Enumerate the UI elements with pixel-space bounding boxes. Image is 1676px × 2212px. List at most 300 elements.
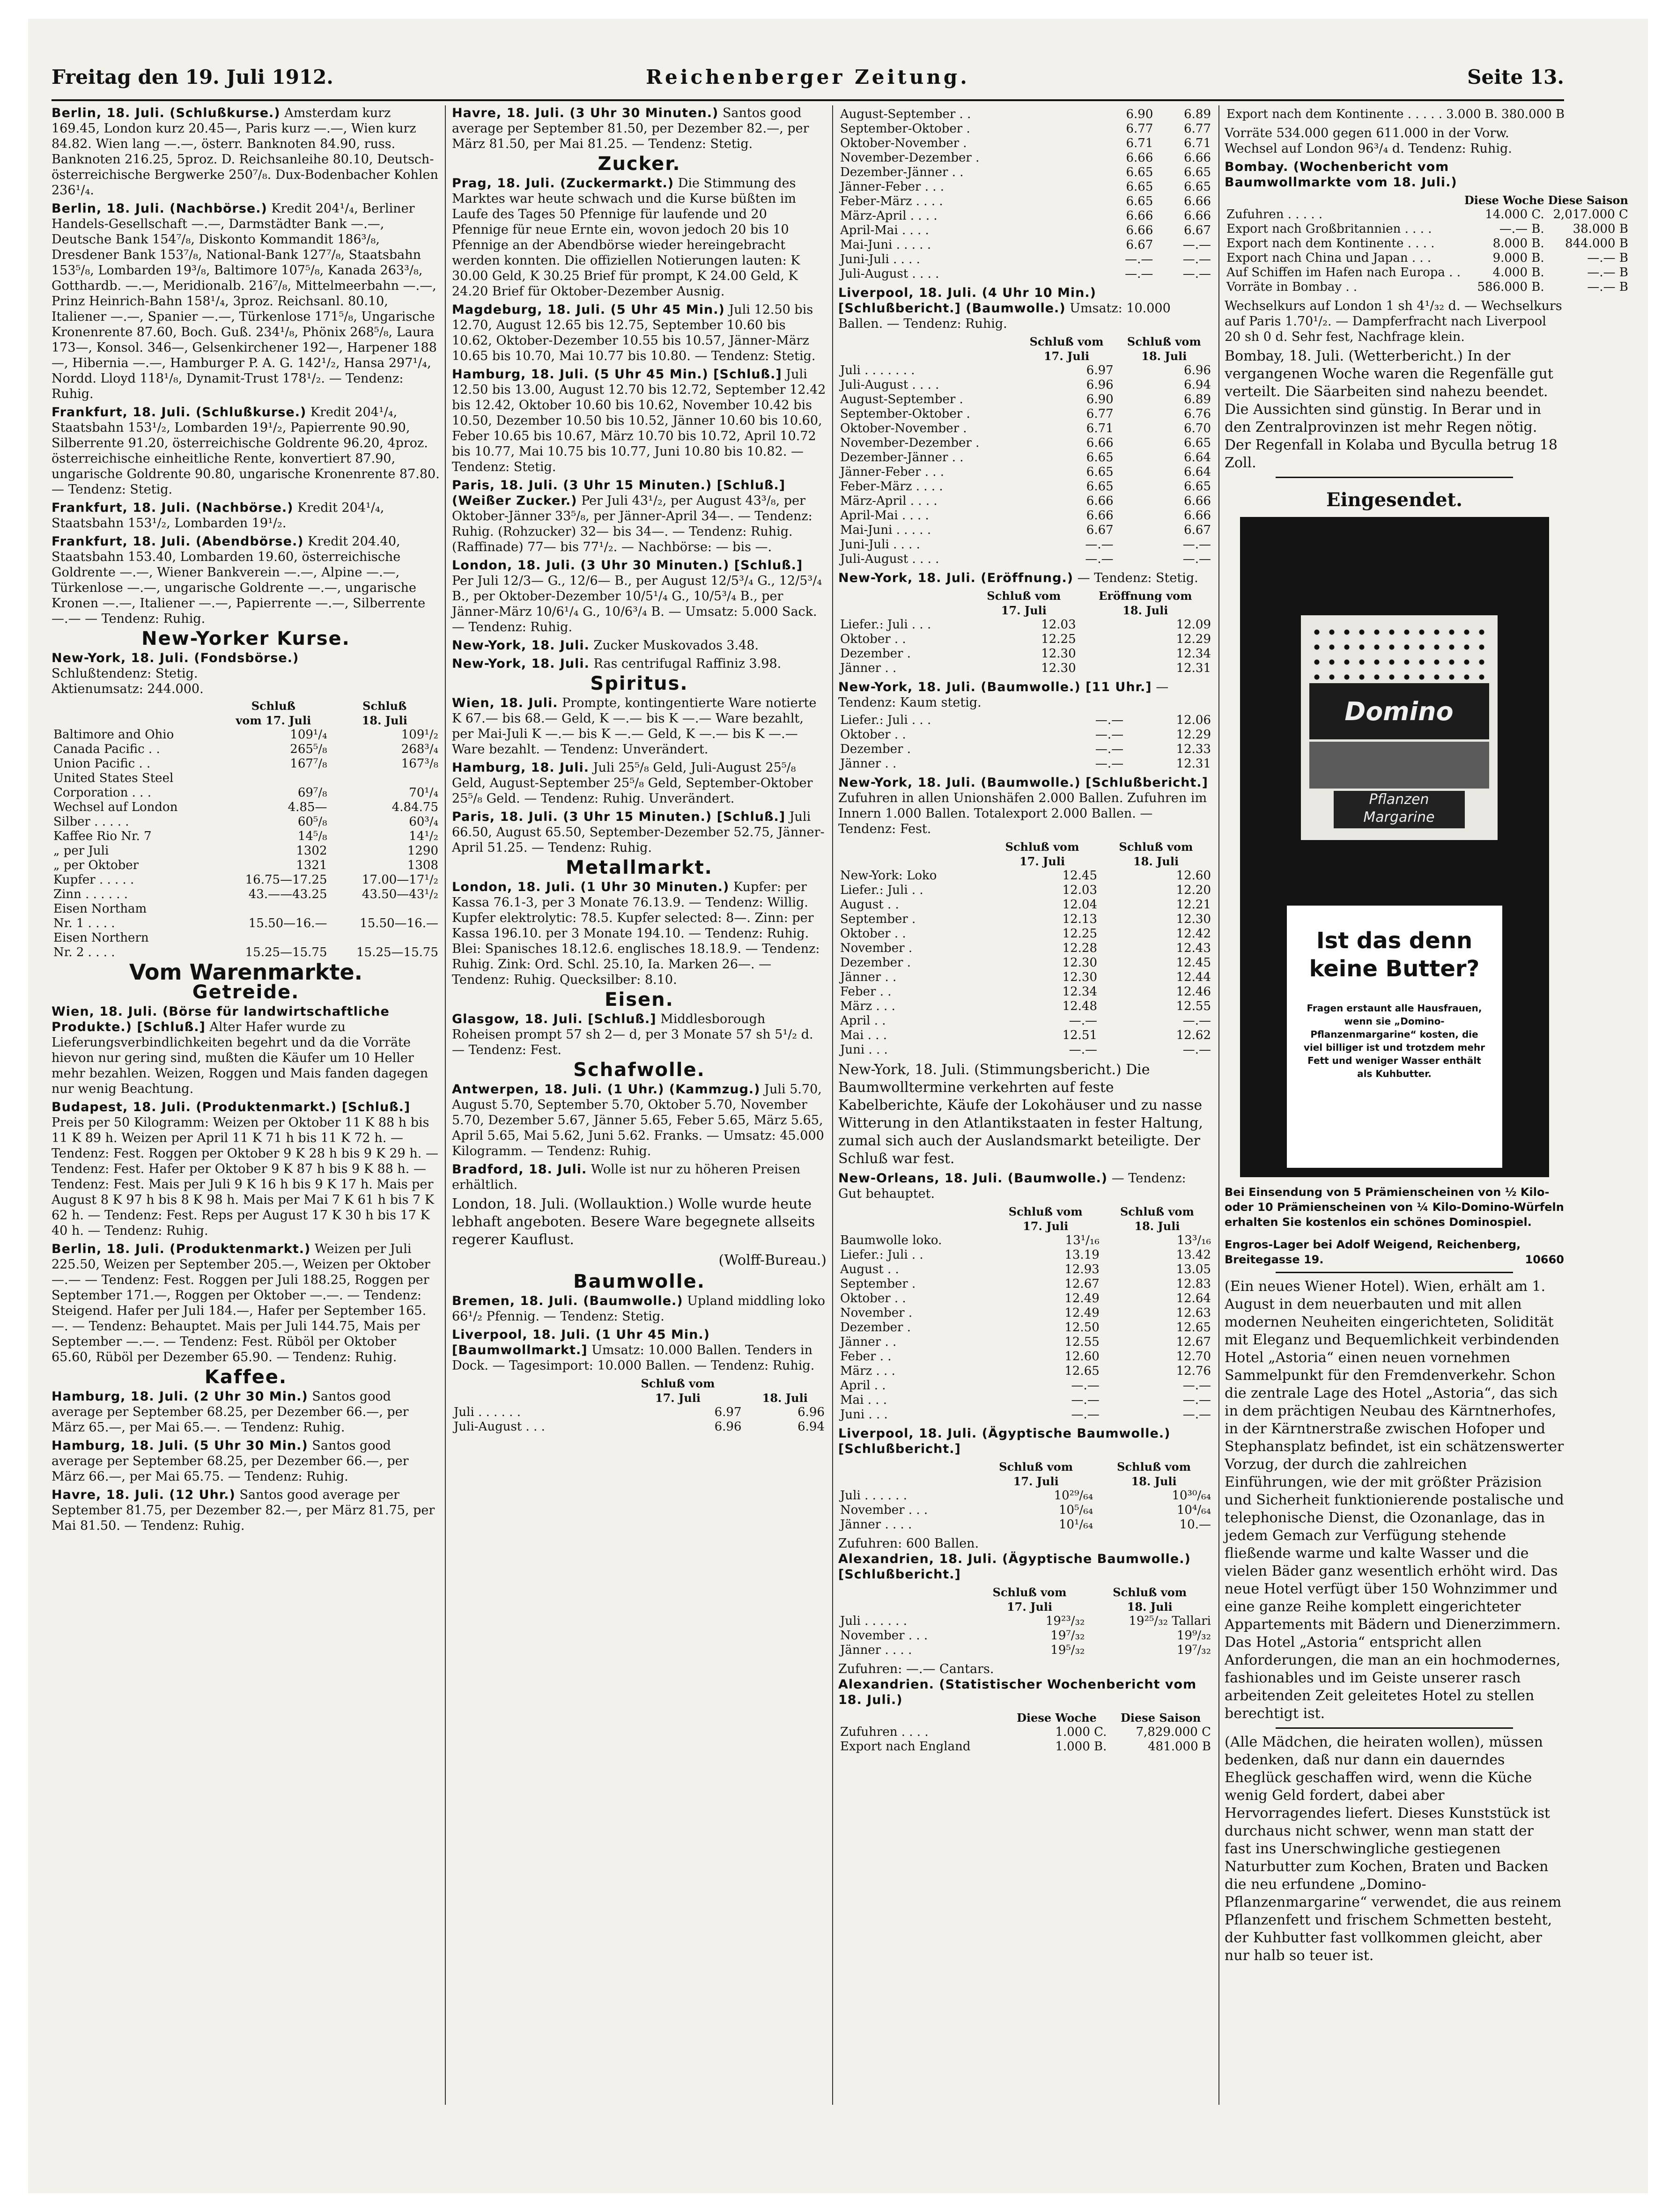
article-dateline: Hamburg, 18. Juli. (5 Uhr 45 Min.) [Schluß.] xyxy=(452,367,782,382)
table-row xyxy=(838,436,1213,450)
table-row xyxy=(1225,222,1630,236)
row-label: Jänner . . xyxy=(840,661,897,675)
cell-value: 12.51 xyxy=(1062,1028,1097,1042)
article-dateline: New-York, 18. Juli. (Baumwolle.) [11 Uhr.] xyxy=(838,680,1152,694)
article-body: Zucker Muskovados 3.48. xyxy=(593,638,759,653)
cell-value: —.— xyxy=(1182,1379,1211,1393)
cell-value: —.— xyxy=(1182,267,1211,281)
article-body: — Tendenz: Kaum stetig. xyxy=(838,680,1169,710)
ad-small-text: Fragen erstaunt alle Hausfrauen, wenn sie „Domino-Pflanzenmargarine“ kosten, die viel billiger ist und trotzdem mehr Fett und weniger Wasser enthält als Kuhbutter. xyxy=(1303,1003,1485,1079)
cell-value: Schluß vom xyxy=(992,1585,1067,1599)
table-row xyxy=(838,1233,1213,1248)
cell-value: 12.65 xyxy=(1064,1364,1100,1378)
cell-value: 14.000 C. xyxy=(1485,207,1544,221)
table-row xyxy=(838,1643,1213,1658)
table-row xyxy=(52,829,440,844)
row-label xyxy=(452,1391,612,1405)
cell-value: 19²⁵/₃₂ Tallari xyxy=(1129,1614,1211,1628)
article-budapest xyxy=(52,1099,440,1239)
section-subheading: Zucker. xyxy=(598,153,681,175)
table-header-row xyxy=(452,1391,827,1405)
table-row xyxy=(838,267,1213,281)
quote-table xyxy=(1225,107,1566,122)
row-label: Auf Schiffen im Hafen nach Europa . . xyxy=(1226,265,1461,280)
article-dateline: Frankfurt, 18. Juli. (Nachbörse.) xyxy=(52,501,294,515)
row-label: Jänner . . xyxy=(840,970,897,984)
table-row xyxy=(838,713,1213,728)
table-row xyxy=(838,999,1213,1014)
cell-value: 18. Juli xyxy=(1141,349,1187,363)
row-label: März . . . xyxy=(840,999,895,1013)
article-dateline: Budapest, 18. Juli. (Produktenmarkt.) [Schluß.] xyxy=(52,1100,411,1114)
section-subheading: Spiritus. xyxy=(590,673,688,694)
cell-value: 10⁵/₆₄ xyxy=(1059,1503,1093,1517)
row-label: Union Pacific . . xyxy=(53,757,151,771)
cell-value: 60³/₄ xyxy=(409,815,438,829)
cell-value: 12.64 xyxy=(1176,1291,1211,1305)
article-newyork-zucker xyxy=(452,638,827,653)
row-label: Dezember . xyxy=(840,1320,911,1335)
header-rule xyxy=(52,99,1564,101)
cell-value: 12.49 xyxy=(1064,1306,1100,1320)
cell-value: 6.66 xyxy=(1184,151,1211,165)
article-hamburg-kaffee xyxy=(52,1389,440,1435)
cell-value: 4.84.75 xyxy=(391,800,438,814)
cell-value xyxy=(218,931,329,945)
row-label: Juli . . . . . . xyxy=(840,1489,907,1503)
row-label: Nr. 1 . . . . xyxy=(53,916,115,930)
table-row xyxy=(52,916,440,931)
cell-value: 12.45 xyxy=(1062,869,1097,883)
table-header-row xyxy=(838,334,1213,349)
article-body: Juli 12.50 bis 13.00, August 12.70 bis 12.72, September 12.42 bis 12.42, Oktober 10.60 bis 10.62, November 10.42 bis 10.50, Dezember 10.50 bis 10.52, Jänner 10.60 bis 10.60, Feber 10.65 bis 10.67, März 10.70 bis 10.72, April 10.72 bis 10.77, Mai 10.75 bis 10.77, Juni 10.80 bis 10.82. — Tendenz: Stetig. xyxy=(452,367,826,474)
article-frankfurt-abendboerse xyxy=(52,534,440,627)
cell-value: 12.62 xyxy=(1176,1028,1211,1042)
page-header xyxy=(52,66,1564,98)
row-label: New-York: Loko xyxy=(840,869,937,883)
quote-table xyxy=(838,713,1213,771)
ad-question: Ist das denn keine Butter? xyxy=(1309,928,1480,982)
cell-value: 17. Juli xyxy=(1013,1475,1059,1488)
article-body: Die Stimmung des Marktes war heute schwach und die Kurse büßten im Laufe des Tages 50 Pfennige für laufende und 20 Pfennige für neue Ernte ein, wovon jedoch 20 bis 10 Pfennige an der Abendbörse wieder hereingebracht werden konnten. Die offiziellen Notierungen lauten: K 30.00 Geld, K 30.25 Brief für prompt, K 24.00 Geld, K 24.20 Brief für Oktober-Dezember Ausnig. xyxy=(452,176,800,299)
article-bremen xyxy=(452,1293,827,1324)
cell-value: Schluß vom xyxy=(999,1460,1073,1474)
table-row xyxy=(838,1629,1213,1643)
column-4 xyxy=(1225,105,1628,2105)
article-body: Preis per 50 Kilogramm: Weizen per Oktober 11 K 88 h bis 11 K 89 h. Weizen per April 11 K 71 h bis 11 K 72 h. — Tendenz: Fest. Roggen per Oktober 9 K 28 h bis 9 K 29 h. — Tendenz: Fest. Hafer per Oktober 9 K 87 h bis 9 K 88 h. — Tendenz: Fest. Mais per Juli 9 K 16 h bis 9 K 17 h. Mais per August 8 K 97 h bis 8 K 98 h. Mais per Mai 7 K 61 h bis 7 K 62 h. — Tendenz: Fest. Reps per August 17 K 30 h bis 17 K 40 h. — Tendenz: Ruhig. xyxy=(52,1115,438,1238)
article-alexandrien xyxy=(838,1551,1213,1582)
row-label: August-September . . xyxy=(840,107,971,121)
cell-value: 6.96 xyxy=(1086,378,1114,392)
cell-value: —.— xyxy=(1125,252,1153,266)
cell-value: 1302 xyxy=(296,844,327,858)
cell-value: 18. Juli xyxy=(1122,604,1168,617)
table-row xyxy=(838,509,1213,523)
article-dateline: Berlin, 18. Juli. (Produktenmarkt.) xyxy=(52,1242,311,1256)
cell-value: 167⁷/₈ xyxy=(290,757,327,771)
table-row xyxy=(838,194,1213,209)
article-dateline: New-York, 18. Juli. (Baumwolle.) [Schlußbericht.] xyxy=(838,775,1208,790)
quote-table xyxy=(838,1711,1213,1754)
cell-value: —.— xyxy=(1182,1408,1211,1422)
article-body: Middlesborough Roheisen prompt 57 sh 2— d, per 3 Monate 57 sh 5¹/₂ d. — Tendenz: Fest. xyxy=(452,1012,813,1057)
cell-value: 586.000 B. xyxy=(1477,280,1544,294)
table-row xyxy=(838,661,1213,676)
table-row xyxy=(838,1614,1213,1629)
cell-value: 12.29 xyxy=(1176,728,1211,742)
row-label: Wechsel auf London xyxy=(53,800,178,814)
table-row xyxy=(838,742,1213,757)
row-label: August-September . xyxy=(840,392,963,406)
cell-value: —.— B xyxy=(1587,280,1628,294)
cell-value: 1308 xyxy=(407,858,438,872)
table-row xyxy=(52,931,440,945)
cell-value: 6.66 xyxy=(1184,194,1211,208)
table-row xyxy=(838,1043,1213,1057)
table-row xyxy=(838,538,1213,552)
cell-value: 268³/₄ xyxy=(401,742,438,756)
table-row xyxy=(838,1248,1213,1262)
row-label xyxy=(838,334,1018,349)
row-label: Juni . . . xyxy=(840,1043,888,1057)
article-paris-zucker xyxy=(452,478,827,555)
table-row xyxy=(1225,265,1630,280)
cell-value xyxy=(329,771,440,786)
cell-value: —.— B xyxy=(1587,251,1628,265)
row-label: Oktober . . xyxy=(840,1291,906,1305)
table-row xyxy=(838,136,1213,151)
cell-value: 12.31 xyxy=(1176,661,1211,675)
table-row xyxy=(1225,107,1566,122)
cell-value: 10⁴/₆₄ xyxy=(1176,1503,1211,1517)
cell-value: —.— B xyxy=(1587,265,1628,280)
cell-value: 6.97 xyxy=(714,1405,742,1419)
article-body: Umsatz: 10.000 Ballen. — Tendenz: Ruhig. xyxy=(838,301,1171,331)
cell-value: 6.89 xyxy=(1184,107,1211,121)
cell-value: 6.77 xyxy=(1126,122,1153,136)
article-body: Santos good average per September 68.25, per Dezember 66.—, per März 65.—, per Mai 65.—. — Tendenz: Ruhig. xyxy=(52,1389,409,1435)
cell-value: Schluß vom xyxy=(1127,335,1201,348)
table-row xyxy=(838,1014,1213,1028)
cell-value: 15.50—16.— xyxy=(248,916,327,930)
row-label: Mai-Juni . . . . . xyxy=(840,238,931,252)
ad-footer: Bei Einsendung von 5 Prämienscheinen von ½ Kilo- oder 10 Prämienscheinen von ¼ Kilo-Domino-Würfeln erhalten Sie kostenlos ein schönes Dominospiel. xyxy=(1225,1186,1564,1229)
cell-value: —.— xyxy=(1182,238,1211,252)
table-row xyxy=(838,180,1213,194)
section-subheading: Getreide. xyxy=(192,981,300,1003)
cell-value: —.— xyxy=(1095,728,1124,742)
table-row xyxy=(52,786,440,800)
header-page-number: Seite 13. xyxy=(1467,66,1564,88)
table-row xyxy=(52,742,440,757)
cell-value: —.— xyxy=(1069,1014,1097,1028)
table-row xyxy=(838,378,1213,392)
cell-value: 19⁵/₃₂ xyxy=(1050,1643,1085,1657)
row-label: Juli-August . . . . xyxy=(840,267,939,281)
article-wien-spiritus xyxy=(452,695,827,757)
article-dateline: Hamburg, 18. Juli. xyxy=(452,760,590,775)
article-liverpool-aegyptisch xyxy=(838,1426,1213,1457)
cell-value: 6.67 xyxy=(1184,223,1211,237)
article-dateline: Frankfurt, 18. Juli. (Abendbörse.) xyxy=(52,534,304,549)
cell-value: Schluß vom xyxy=(1008,1205,1083,1218)
cell-value: 12.31 xyxy=(1176,757,1211,771)
table-row xyxy=(838,869,1213,883)
article-dateline: New-York, 18. Juli. (Eröffnung.) xyxy=(838,571,1074,585)
cell-value: 6.71 xyxy=(1184,136,1211,150)
cell-value: 17. Juli xyxy=(1006,1600,1053,1614)
cell-value: 6.67 xyxy=(1184,523,1211,537)
article-source: (Wolff-Bureau.) xyxy=(718,1252,827,1268)
cell-value: 12.20 xyxy=(1176,883,1211,897)
cell-value: 1290 xyxy=(407,844,438,858)
cell-value: 15.25—15.75 xyxy=(356,945,438,959)
row-label: Mai . . . xyxy=(840,1393,887,1407)
row-label: April-Mai . . . . xyxy=(840,509,929,523)
article-berlin-schlusskurse xyxy=(52,105,440,198)
table-header-row xyxy=(838,1460,1213,1474)
article-dateline: Glasgow, 18. Juli. [Schluß.] xyxy=(452,1012,657,1026)
table-row xyxy=(838,479,1213,494)
cell-value: 18. Juli xyxy=(1134,1219,1180,1233)
row-label: Dezember-Jänner . . xyxy=(840,450,964,465)
row-label: Oktober . . xyxy=(840,728,906,742)
cell-value: 12.21 xyxy=(1176,898,1211,912)
table-row xyxy=(838,1291,1213,1306)
cell-value: 9.000 B. xyxy=(1492,251,1544,265)
cell-value: 10¹/₆₄ xyxy=(1059,1518,1093,1532)
article-dateline: New-York, 18. Juli. (Fondsbörse.) xyxy=(52,651,299,665)
domino-dots-pattern xyxy=(1309,625,1489,681)
cell-value: Diese Saison xyxy=(1121,1711,1201,1725)
cell-value: —.— xyxy=(1069,1043,1097,1057)
cell-value: —.— xyxy=(1095,742,1124,756)
row-label: November . xyxy=(840,941,913,955)
cell-value: —.— xyxy=(1095,713,1124,727)
quote-table xyxy=(838,1585,1213,1658)
row-label: Export nach dem Kontinente . . . . xyxy=(1226,236,1435,251)
cell-value: 17. Juli xyxy=(1019,855,1065,868)
cell-value: —.— xyxy=(1125,267,1153,281)
article-dateline: Prag, 18. Juli. (Zuckermarkt.) xyxy=(452,176,674,191)
table-row xyxy=(838,941,1213,956)
quote-table xyxy=(838,589,1213,676)
table-header-row xyxy=(838,589,1213,603)
article-havre-kaffee xyxy=(452,105,827,152)
cell-value: —.— xyxy=(1182,1043,1211,1057)
cell-value: Schluß vom xyxy=(641,1377,715,1390)
table-row xyxy=(52,800,440,815)
article-newyork-baumwolle xyxy=(838,775,1213,837)
cell-value: 12.04 xyxy=(1062,898,1097,912)
table-row xyxy=(838,956,1213,970)
cell-value: 15.25—15.75 xyxy=(245,945,327,959)
cell-value: 13³/₁₆ xyxy=(1176,1233,1211,1247)
row-label: November . xyxy=(840,1306,913,1320)
row-label: Juli-August . . . . xyxy=(840,378,939,392)
table-header-row xyxy=(838,840,1213,854)
table-header-row xyxy=(838,1474,1213,1489)
ad-number: 10660 xyxy=(1525,1253,1564,1266)
row-label: August . . xyxy=(840,898,899,912)
table-row xyxy=(838,1349,1213,1364)
cell-value: 6.97 xyxy=(1086,363,1114,377)
row-label: Juli-August . . . . xyxy=(840,552,939,566)
cell-value: 16.75—17.25 xyxy=(245,873,327,887)
table-row xyxy=(838,421,1213,436)
quote-table xyxy=(1225,193,1630,295)
article-body: Santos good average per September 81.75, per Dezember 82.—, per März 81.75, per Mai 81.50. — Tendenz: Ruhig. xyxy=(52,1488,435,1533)
article-berlin-produkte xyxy=(52,1241,440,1365)
row-label xyxy=(838,589,970,603)
article-dateline: New-York, 18. Juli. xyxy=(452,638,590,653)
row-label: Corporation . . . xyxy=(53,786,151,800)
cell-value: 6.96 xyxy=(797,1405,825,1419)
row-label: „ per Juli xyxy=(53,844,109,858)
row-label: Juli . . . . . . . xyxy=(840,363,915,377)
article-hamburg-kaffee xyxy=(52,1438,440,1484)
row-label xyxy=(838,1711,1005,1725)
cell-value: Schluß vom xyxy=(987,589,1061,603)
cell-value: 17. Juli xyxy=(1023,1219,1069,1233)
article-dateline: New-York, 18. Juli. xyxy=(452,656,590,671)
row-label: April-Mai . . . . xyxy=(840,223,929,237)
cell-value: 6.76 xyxy=(1184,407,1211,421)
article-dateline: Havre, 18. Juli. (12 Uhr.) xyxy=(52,1488,236,1502)
row-label: Baumwolle loko. xyxy=(840,1233,942,1247)
table-row xyxy=(838,1335,1213,1349)
article-line: Zufuhren: —.— Cantars. xyxy=(838,1662,994,1676)
table-row xyxy=(838,1028,1213,1043)
quote-table xyxy=(52,699,440,960)
divider xyxy=(1276,1727,1514,1729)
cell-value: 12.25 xyxy=(1041,632,1076,646)
cell-value: 12.34 xyxy=(1062,985,1097,999)
article-hotel-astoria: (Ein neues Wiener Hotel). Wien, erhält am 1. August in dem neuerbauten und mit allen modernen Neuheiten eingerichteten, Solidität mit Eleganz und Bequemlichkeit verbindenden Hotel „Astoria“ einen neuen vornehmen Sammelpunkt für den Fremdenverkehr. Schon die zentrale Lage des Hotel „Astoria“, das sich in dem prächtigen Neubau des Kärntnerhofes, in der Kärntnerstraße zwischen Hofoper und Stephansplatz befindet, ist ein schätzenswerter Vorzug, der durch die zahlreichen Einführungen, wie der mit größter Präzision und Sicherheit funktionierende postalische und telephonische Dienst, die Ozonanlage, das in jedem Gemach zur Verfügung stehende fließende warme und kalte Wasser und die vielen Bäder ganz wesentlich erhöht wird. Das neue Hotel verfügt über 150 Wohnzimmer und eine ganze Reihe komplett eingerichteter Appartements mit Bädern und Dienerzimmern. Das Hotel „Astoria“ entspricht allen Anforderungen, die man an ein hochmodernes, fashionables und im Geiste unserer rasch arbeitenden Zeit geleitetes Hotel zu stellen berechtigt ist. xyxy=(1225,1278,1564,1722)
cell-value: Diese Woche xyxy=(1017,1711,1097,1725)
table-row xyxy=(1225,236,1630,251)
table-row xyxy=(838,494,1213,509)
article-body: Juli 66.50, August 65.50, September-Dezember 52.75, Jänner-April 51.25. — Tendenz: Ruhig. xyxy=(452,810,825,855)
table-header-row xyxy=(838,854,1213,869)
table-row xyxy=(838,450,1213,465)
cell-value: 6.64 xyxy=(1184,465,1211,479)
table-row xyxy=(838,223,1213,238)
cell-value: 12.09 xyxy=(1176,618,1211,632)
row-label: September-Oktober . xyxy=(840,122,970,136)
table-row xyxy=(838,465,1213,479)
row-label: Vorräte in Bombay . . xyxy=(1226,280,1358,294)
article-body: Juli 12.50 bis 12.70, August 12.65 bis 12.75, September 10.60 bis 10.62, Oktober-Dezember 10.55 bis 10.57, Jänner-März 10.65 bis 10.70, Mai 10.77 bis 10.80. — Tendenz: Stetig. xyxy=(452,302,816,363)
article-dateline: Bremen, 18. Juli. (Baumwolle.) xyxy=(452,1294,683,1308)
cell-value: 12.49 xyxy=(1064,1291,1100,1305)
cell-value: 12.55 xyxy=(1176,999,1211,1013)
cell-value: Diese Woche xyxy=(1464,193,1544,207)
row-label: November . . . xyxy=(840,1503,928,1517)
article-bombay-wetterbericht: Bombay, 18. Juli. (Wetterbericht.) In der vergangenen Woche waren die Regenfälle gut verteilt. Die Säarbeiten sind nahezu beendet. Die Aussichten sind günstig. In Berar und in den Zentralprovinzen ist mehr Regen nötig. Der Regenfall in Kolaba und Byculla betrug 18 Zoll. xyxy=(1225,348,1558,471)
cell-value: 1.000 B. xyxy=(1055,1740,1107,1754)
cell-value: 12.55 xyxy=(1064,1335,1100,1349)
table-row xyxy=(838,985,1213,999)
table-row xyxy=(838,1503,1213,1518)
cell-value: 12.30 xyxy=(1176,912,1211,926)
article-dateline: Frankfurt, 18. Juli. (Schlußkurse.) xyxy=(52,405,307,420)
cell-value: 6.65 xyxy=(1086,465,1114,479)
table-header-row xyxy=(838,1600,1213,1614)
table-row xyxy=(52,945,440,960)
article-london-metall xyxy=(452,879,827,988)
cell-value: 19⁷/₃₂ xyxy=(1050,1629,1085,1643)
article-body: Zufuhren in allen Unionshäfen 2.000 Ballen. Zufuhren im Innern 1.000 Ballen. Totalexport 2.000 Ballen. — Tendenz: Fest. xyxy=(838,791,1207,836)
cell-value: 13.42 xyxy=(1176,1248,1211,1262)
cell-value: 3.000 B. xyxy=(1446,107,1498,121)
table-row xyxy=(838,552,1213,567)
cell-value: 1.000 C. xyxy=(1055,1725,1107,1739)
cell-value: vom 17. Juli xyxy=(236,714,311,727)
article-frankfurt-schlusskurse xyxy=(52,405,440,497)
quote-table xyxy=(838,1460,1213,1532)
row-label: Feber . . xyxy=(840,985,892,999)
table-row xyxy=(52,858,440,873)
article-dateline: Bombay. (Wochenbericht vom Baumwollmarkte vom 18. Juli.) xyxy=(1225,160,1457,190)
row-label: Jänner-Feber . . . xyxy=(840,180,945,194)
cell-value: 6.94 xyxy=(797,1420,825,1434)
cell-value: 1321 xyxy=(296,858,327,872)
cell-value: 6.65 xyxy=(1184,436,1211,450)
section-subheading: Metallmarkt. xyxy=(566,857,713,878)
cell-value: 6.90 xyxy=(1086,392,1114,406)
article-dateline: New-Orleans, 18. Juli. (Baumwolle.) xyxy=(838,1171,1108,1186)
table-header-row xyxy=(52,713,440,728)
table-row xyxy=(838,122,1213,136)
article-body: Per Juli 43¹/₂, per August 43³/₈, per Oktober-Jänner 33⁵/₈, per Jänner-April 34—. — Tendenz: Ruhig. (Rohzucker) 32— bis 34—. — Tendenz: Ruhig. (Raffinade) 77— bis 77¹/₂. — Nachbörse: — bis —. xyxy=(452,494,812,554)
article-body: Alter Hafer wurde zu Lieferungsverbindlichkeiten begehrt und da die Vorräte hievon nur gering sind, mußten die Käufer um 10 Heller mehr bezahlen. Weizen, Roggen und Mais fanden dagegen nur wenig Beachtung. xyxy=(52,1020,428,1096)
cell-value: 10.— xyxy=(1179,1518,1211,1532)
section-subheading: Baumwolle. xyxy=(573,1271,705,1292)
ad-engros xyxy=(1225,1237,1564,1267)
cell-value: 12.60 xyxy=(1176,869,1211,883)
cell-value: 6.65 xyxy=(1126,180,1153,194)
header-date: Freitag den 19. Juli 1912. xyxy=(52,66,333,88)
cell-value: 43.50—43¹/₂ xyxy=(362,887,438,901)
table-row xyxy=(838,898,1213,912)
row-label: Jänner . . . . xyxy=(840,1643,912,1657)
cell-value: 12.03 xyxy=(1062,883,1097,897)
article-line: Vorräte 534.000 gegen 611.000 in der Vorw. Wechsel auf London 96³/₄ d. Tendenz: Ruhig. xyxy=(1225,126,1512,156)
cell-value: 844.000 B xyxy=(1565,236,1628,251)
row-label: März-April . . . . xyxy=(840,209,938,223)
row-label xyxy=(838,1600,973,1614)
row-label: Dezember . xyxy=(840,742,911,756)
cell-value: —.— xyxy=(1071,1408,1100,1422)
row-label xyxy=(838,1585,973,1600)
table-row xyxy=(1225,207,1630,222)
article-line: Aktienumsatz: 244.000. xyxy=(52,682,204,696)
article-antwerpen xyxy=(452,1082,827,1159)
article-hamburg-spiritus xyxy=(452,760,827,806)
table-row xyxy=(838,632,1213,647)
row-label: August . . xyxy=(840,1262,899,1276)
table-header-row xyxy=(838,1711,1213,1725)
cell-value: 6.64 xyxy=(1184,450,1211,465)
row-label: Mai . . . xyxy=(840,1028,887,1042)
row-label: Jänner-Feber . . . xyxy=(840,465,945,479)
article-body: Wolle ist nur zu höheren Preisen erhältlich. xyxy=(452,1162,801,1192)
row-label xyxy=(52,713,218,728)
cell-value: 12.65 xyxy=(1176,1320,1211,1335)
cell-value: 6.65 xyxy=(1184,165,1211,179)
cell-value: 6.65 xyxy=(1126,194,1153,208)
